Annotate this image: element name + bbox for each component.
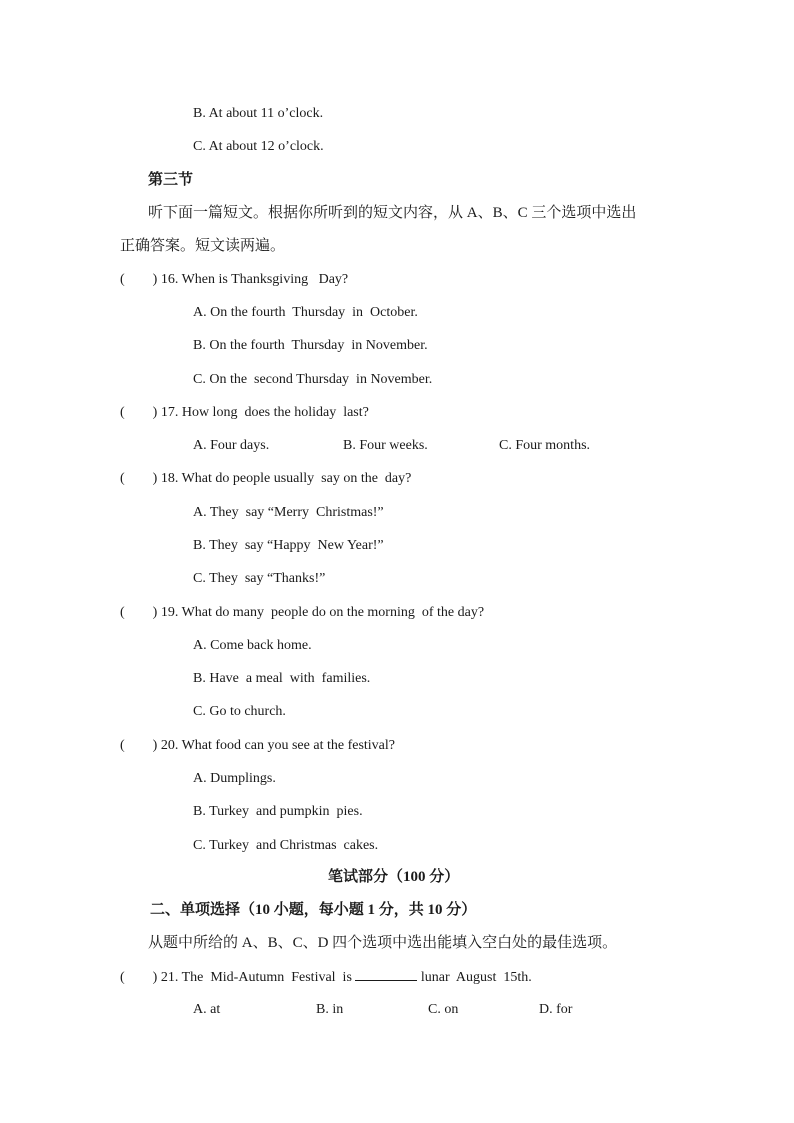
question-text-end: lunar August 15th. [417,970,532,985]
question-21 [120,968,532,987]
question-text: 21. The Mid-Autumn Festival is [160,970,356,985]
fill-blank[interactable] [355,968,417,981]
option: A. at [193,1002,221,1017]
option: B. On the fourth Thursday in November. [193,338,428,353]
option: C. Four months. [499,438,591,453]
section-title: 第三节 [148,172,194,188]
question-18 [120,470,411,488]
answer-paren[interactable]: ( ) [120,605,158,620]
question-text: 17. How long does the holiday last? [160,405,369,420]
question-text: 16. When is Thanksgiving Day? [160,272,349,287]
question-text: 20. What food can you see at the festival? [160,738,395,753]
answer-paren[interactable]: ( ) [120,970,158,985]
question-20 [120,737,395,755]
answer-paren[interactable]: ( ) [120,272,158,287]
option: A. Dumplings. [193,771,276,786]
option: B. Have a meal with families. [193,671,371,686]
answer-paren[interactable]: ( ) [120,738,158,753]
option: A. Four days. [193,438,270,453]
option: B. in [316,1002,344,1017]
option: C. On the second Thursday in November. [193,372,433,387]
option: A. Come back home. [193,638,312,653]
option: A. On the fourth Thursday in October. [193,305,418,320]
option: D. for [539,1002,573,1017]
section-title: 二、单项选择（10 小题，每小题 1 分，共 10 分） [150,902,477,918]
part-title: 笔试部分（100 分） [328,869,460,885]
section-instruction: 听下面一篇短文。根据你所听到的短文内容，从 A、B、C 三个选项中选出 [148,205,637,221]
question-16 [120,271,348,289]
option: B. Four weeks. [343,438,428,453]
question-text: 18. What do people usually say on the day? [160,471,412,486]
option: B. At about 11 o’clock. [193,106,324,121]
question-text: 19. What do many people do on the morning of the day? [160,605,485,620]
option: B. Turkey and pumpkin pies. [193,804,363,819]
section-instruction: 从题中所给的 A、B、C、D 四个选项中选出能填入空白处的最佳选项。 [148,935,618,951]
answer-paren[interactable]: ( ) [120,405,158,420]
option: B. They say “Happy New Year!” [193,538,384,553]
option: A. They say “Merry Christmas!” [193,505,384,520]
option: C. At about 12 o’clock. [193,139,324,154]
section-instruction: 正确答案。短文读两遍。 [120,238,286,254]
option: C. on [428,1002,459,1017]
option: C. Go to church. [193,704,286,719]
option: C. Turkey and Christmas cakes. [193,838,379,853]
option: C. They say “Thanks!” [193,571,326,586]
question-19 [120,604,484,622]
answer-paren[interactable]: ( ) [120,471,158,486]
question-17 [120,404,369,422]
